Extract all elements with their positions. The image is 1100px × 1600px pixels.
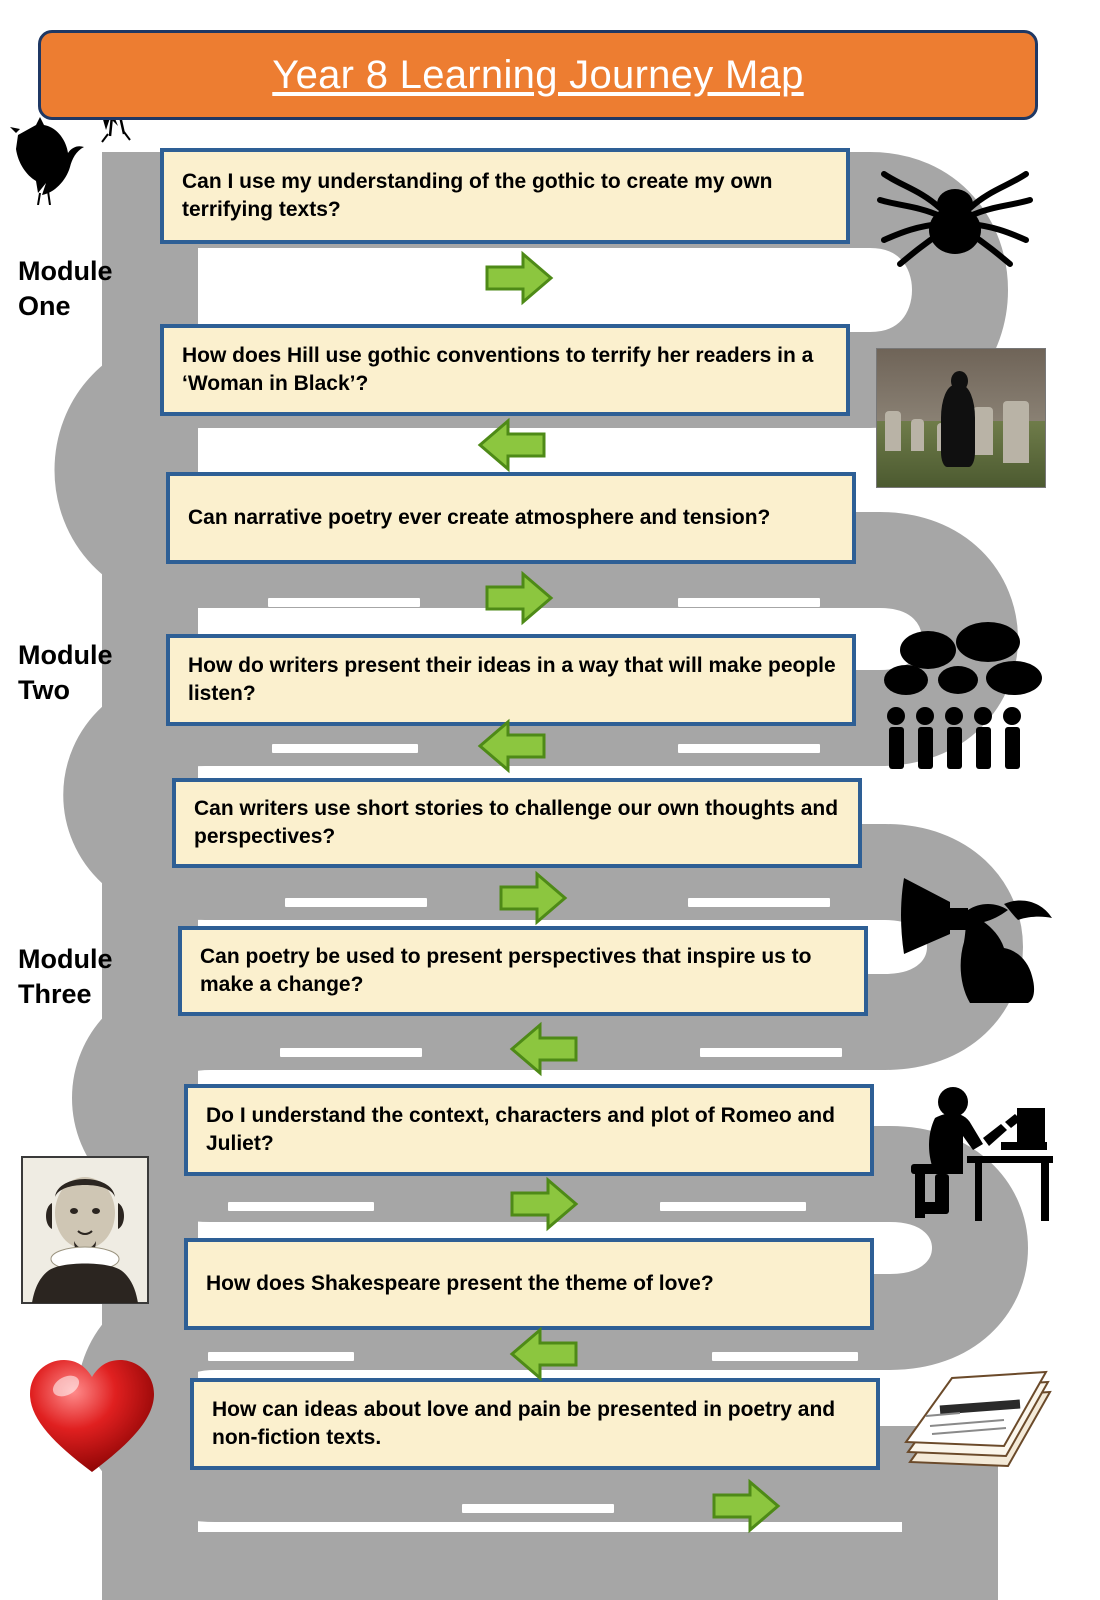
question-text-7: Do I understand the context, characters and plot of Romeo and Juliet? — [206, 1104, 835, 1155]
question-text-4: How do writers present their ideas in a way that will make people listen? — [188, 654, 836, 705]
road-dash — [678, 744, 820, 753]
question-box-5 — [172, 778, 862, 868]
crowd-speech-bubbles-icon — [880, 622, 1050, 777]
module-label-two — [18, 638, 168, 707]
question-text-3: Can narrative poetry ever create atmosphere and tension? — [188, 506, 771, 530]
road-dash — [712, 1352, 858, 1361]
road-dash — [462, 1504, 614, 1513]
page-title-banner — [38, 30, 1038, 120]
question-box-9 — [190, 1378, 880, 1470]
road-dash — [660, 1202, 806, 1211]
arrow-right-7 — [508, 1176, 580, 1232]
question-text-2: How does Hill use gothic conventions to terrify her readers in a ‘Woman in Black’? — [182, 344, 814, 395]
arrow-left-2 — [476, 417, 548, 473]
road-dash — [258, 276, 410, 285]
page-title: Year 8 Learning Journey Map — [272, 52, 804, 97]
road-dash — [678, 598, 820, 607]
question-text-8: How does Shakespeare present the theme of love? — [206, 1272, 714, 1296]
arrow-left-4 — [476, 718, 548, 774]
question-text-9: How can ideas about love and pain be presented in poetry and non-fiction texts. — [212, 1398, 836, 1449]
spider-icon — [870, 160, 1040, 270]
heart-icon — [22, 1350, 162, 1480]
arrow-left-8 — [508, 1326, 580, 1382]
road-dash — [268, 598, 420, 607]
road-dash — [285, 898, 427, 907]
question-box-2 — [160, 324, 850, 416]
arrow-right-5 — [497, 870, 569, 926]
road-dash — [697, 443, 839, 452]
module-two-line1: Module — [18, 640, 113, 670]
arrow-right-1 — [483, 250, 555, 306]
road-dash — [208, 1352, 354, 1361]
question-box-4 — [166, 634, 856, 726]
road-dash — [665, 276, 817, 285]
road-dash — [228, 1202, 374, 1211]
module-three-line2: Three — [18, 978, 92, 1009]
road-dash — [272, 744, 418, 753]
question-text-6: Can poetry be used to present perspectives that inspire us to make a change? — [200, 945, 812, 996]
shakespeare-portrait-icon — [20, 1155, 150, 1305]
newspaper-stack-icon — [900, 1370, 1055, 1495]
arrow-left-6 — [508, 1021, 580, 1077]
question-text-5: Can writers use short stories to challenge our own thoughts and perspectives? — [194, 797, 839, 848]
question-box-6 — [178, 926, 868, 1016]
question-box-3 — [166, 472, 856, 564]
question-box-8 — [184, 1238, 874, 1330]
megaphone-speaker-icon — [900, 858, 1055, 1003]
module-label-one — [18, 254, 168, 323]
module-two-line2: Two — [18, 674, 70, 705]
question-box-7 — [184, 1084, 874, 1176]
woman-in-black-graveyard-photo — [876, 348, 1046, 488]
module-one-line1: Module — [18, 256, 113, 286]
module-three-line1: Module — [18, 944, 113, 974]
road-dash — [297, 443, 439, 452]
module-label-three — [18, 942, 168, 1011]
arrow-right-3 — [483, 570, 555, 626]
road-dash — [688, 898, 830, 907]
question-box-1 — [160, 148, 850, 244]
person-writing-at-desk-icon — [905, 1078, 1055, 1223]
road-dash — [280, 1048, 422, 1057]
question-text-1: Can I use my understanding of the gothic to create my own terrifying texts? — [182, 170, 773, 221]
road-dash — [700, 1048, 842, 1057]
module-one-line2: One — [18, 290, 71, 321]
arrow-right-9 — [710, 1478, 782, 1534]
